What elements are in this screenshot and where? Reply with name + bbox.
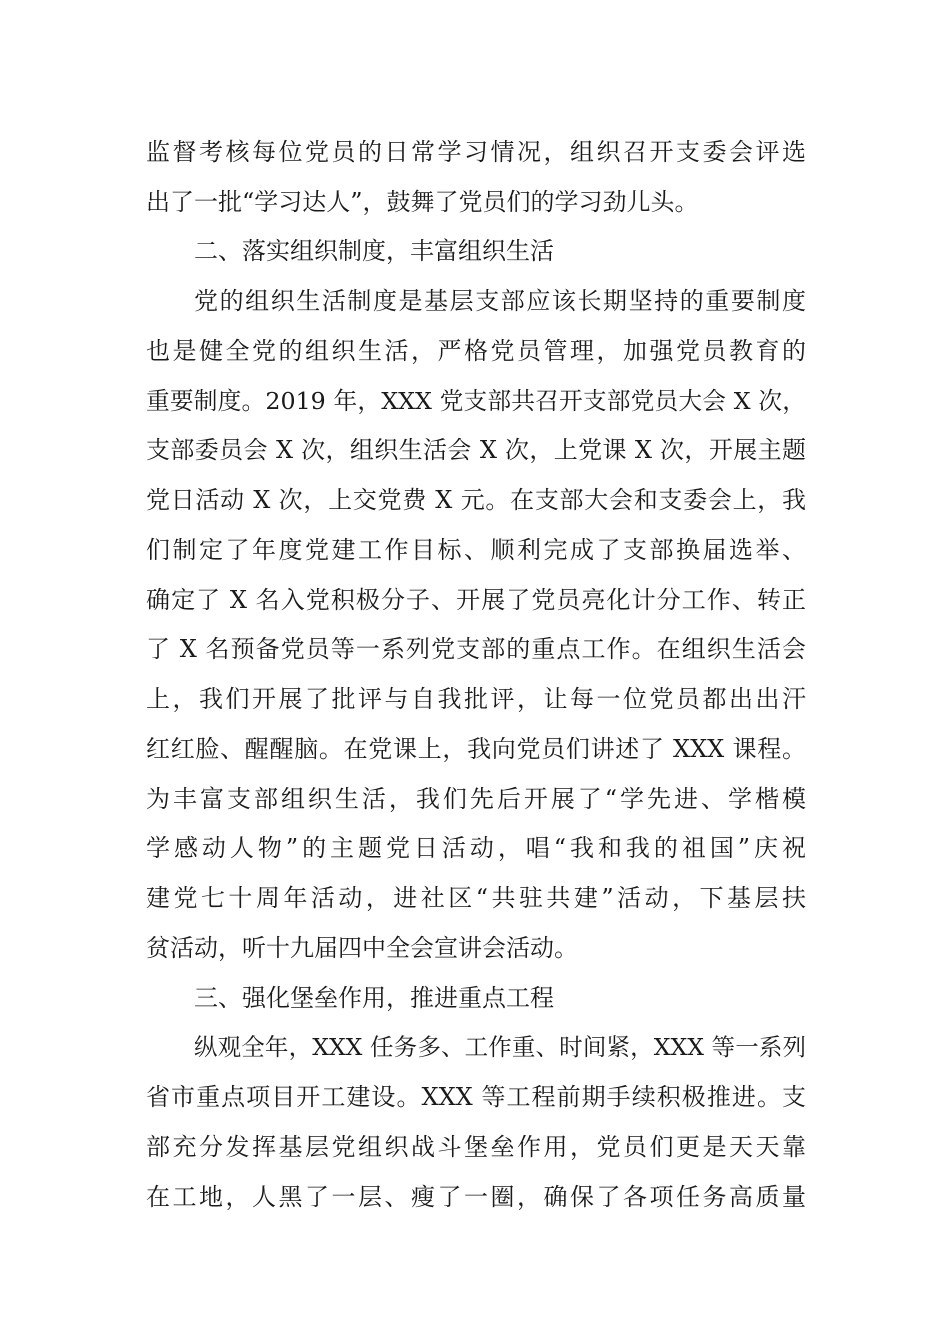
section-heading-2: 二、落实组织制度，丰富组织生活 [194,237,554,265]
text-line-11: 了 X 名预备党员等一系列党支部的重点工作。在组织生活会 [146,635,806,663]
text-line-17: 贫活动，听十九届四中全会宣讲会活动。 [146,934,578,962]
text-line-6: 重要制度。2019 年，XXX 党支部共召开支部党员大会 X 次， [146,387,806,415]
text-line-16: 建党七十周年活动，进社区“共驻共建”活动，下基层扶 [146,884,806,912]
text-line-5: 也是健全党的组织生活，严格党员管理，加强党员教育的 [146,337,806,365]
section-heading-3: 三、强化堡垒作用，推进重点工程 [194,984,554,1012]
text-line-7: 支部委员会 X 次，组织生活会 X 次，上党课 X 次，开展主题 [146,436,806,464]
text-line-1: 监督考核每位党员的日常学习情况，组织召开支委会评选 [146,138,806,166]
text-line-12: 上，我们开展了批评与自我批评，让每一位党员都出出汗 [146,685,806,713]
text-line-22: 在工地，人黑了一层、瘦了一圈，确保了各项任务高质量 [146,1183,806,1211]
text-line-9: 们制定了年度党建工作目标、顺利完成了支部换届选举、 [146,536,806,564]
text-line-10: 确定了 X 名入党积极分子、开展了党员亮化计分工作、转正 [146,586,806,614]
text-line-8: 党日活动 X 次，上交党费 X 元。在支部大会和支委会上，我 [146,486,806,514]
text-line-4: 党的组织生活制度是基层支部应该长期坚持的重要制度 [194,287,806,315]
text-line-20: 省市重点项目开工建设。XXX 等工程前期手续积极推进。支 [146,1083,806,1111]
text-line-15: 学感动人物”的主题党日活动，唱“我和我的祖国”庆祝 [146,834,806,862]
text-line-21: 部充分发挥基层党组织战斗堡垒作用，党员们更是天天靠 [146,1133,806,1161]
text-line-2: 出了一批“学习达人”，鼓舞了党员们的学习劲儿头。 [146,188,699,216]
text-line-14: 为丰富支部组织生活，我们先后开展了“学先进、学楷模 [146,785,806,813]
text-line-13: 红红脸、醒醒脑。在党课上，我向党员们讲述了 XXX 课程。 [146,735,806,763]
text-line-19: 纵观全年，XXX 任务多、工作重、时间紧，XXX 等一系列 [194,1033,806,1061]
